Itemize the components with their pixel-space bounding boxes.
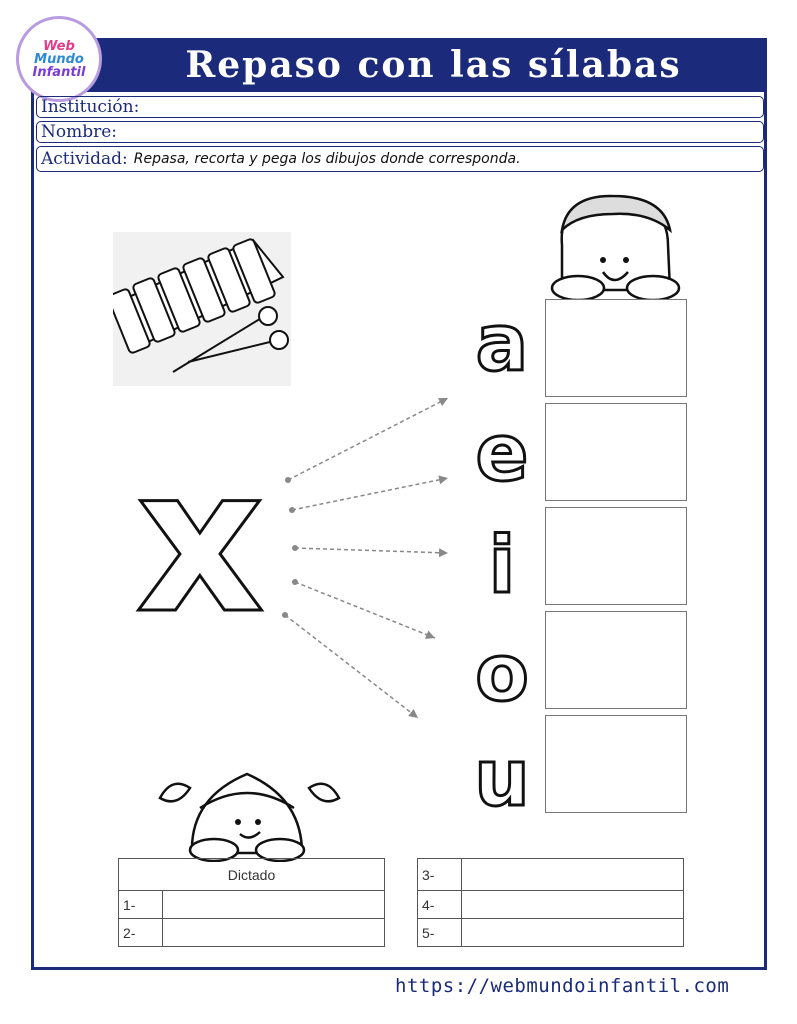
dictation-table-right bbox=[417, 858, 684, 947]
vowel-a: a bbox=[475, 300, 529, 389]
vowel-u: u bbox=[474, 734, 530, 820]
dictation-item-4: 4- bbox=[418, 891, 462, 919]
arrow-to-e bbox=[292, 478, 448, 510]
dictation-answer-5[interactable] bbox=[462, 919, 684, 947]
answer-box-a[interactable] bbox=[545, 299, 687, 397]
logo-line-3: Infantil bbox=[32, 64, 86, 80]
dictation-title: Dictado bbox=[119, 859, 385, 891]
footer-url[interactable]: https://webmundoinfantil.com bbox=[395, 975, 730, 997]
answer-box-i[interactable] bbox=[545, 507, 687, 605]
dictation-answer-4[interactable] bbox=[462, 891, 684, 919]
svg-text:x: x bbox=[135, 460, 265, 630]
xylophone-icon bbox=[113, 232, 291, 386]
dictation-item-2: 2- bbox=[119, 919, 163, 947]
vowel-e: e bbox=[475, 409, 529, 499]
connector-arrows bbox=[280, 390, 460, 730]
name-field[interactable] bbox=[36, 121, 764, 143]
answer-box-o[interactable] bbox=[545, 611, 687, 709]
vowel-i: i bbox=[488, 521, 516, 611]
activity-field bbox=[36, 146, 764, 172]
answer-box-e[interactable] bbox=[545, 403, 687, 501]
page-title: Repaso con las sílabas bbox=[185, 44, 682, 86]
dictation-answer-2[interactable] bbox=[163, 919, 385, 947]
institution-label: Institución: bbox=[41, 97, 140, 117]
character-bottom-illustration bbox=[152, 758, 347, 862]
dictation-item-5: 5- bbox=[418, 919, 462, 947]
character-top-illustration bbox=[548, 190, 683, 300]
answer-box-u[interactable] bbox=[545, 715, 687, 813]
dictation-table-left bbox=[118, 858, 385, 947]
consonant-letter bbox=[120, 460, 280, 630]
activity-label: Actividad: bbox=[41, 149, 128, 169]
vowel-o: o bbox=[475, 629, 529, 719]
vowel-column bbox=[462, 300, 542, 820]
institution-field[interactable] bbox=[36, 96, 764, 118]
arrow-to-a bbox=[288, 398, 448, 480]
arrow-to-i bbox=[295, 548, 448, 553]
arrow-to-o bbox=[295, 582, 435, 638]
logo-line-1: Web bbox=[43, 38, 75, 54]
dictation-answer-1[interactable] bbox=[163, 891, 385, 919]
activity-text: Repasa, recorta y pega los dibujos donde corresponda. bbox=[133, 151, 521, 167]
logo-line-2: Mundo bbox=[34, 51, 84, 67]
arrow-to-u bbox=[285, 615, 418, 718]
brand-logo bbox=[16, 16, 102, 102]
dictation-answer-3[interactable] bbox=[462, 859, 684, 891]
dictation-item-3: 3- bbox=[418, 859, 462, 891]
name-label: Nombre: bbox=[41, 122, 118, 142]
dictation-item-1: 1- bbox=[119, 891, 163, 919]
